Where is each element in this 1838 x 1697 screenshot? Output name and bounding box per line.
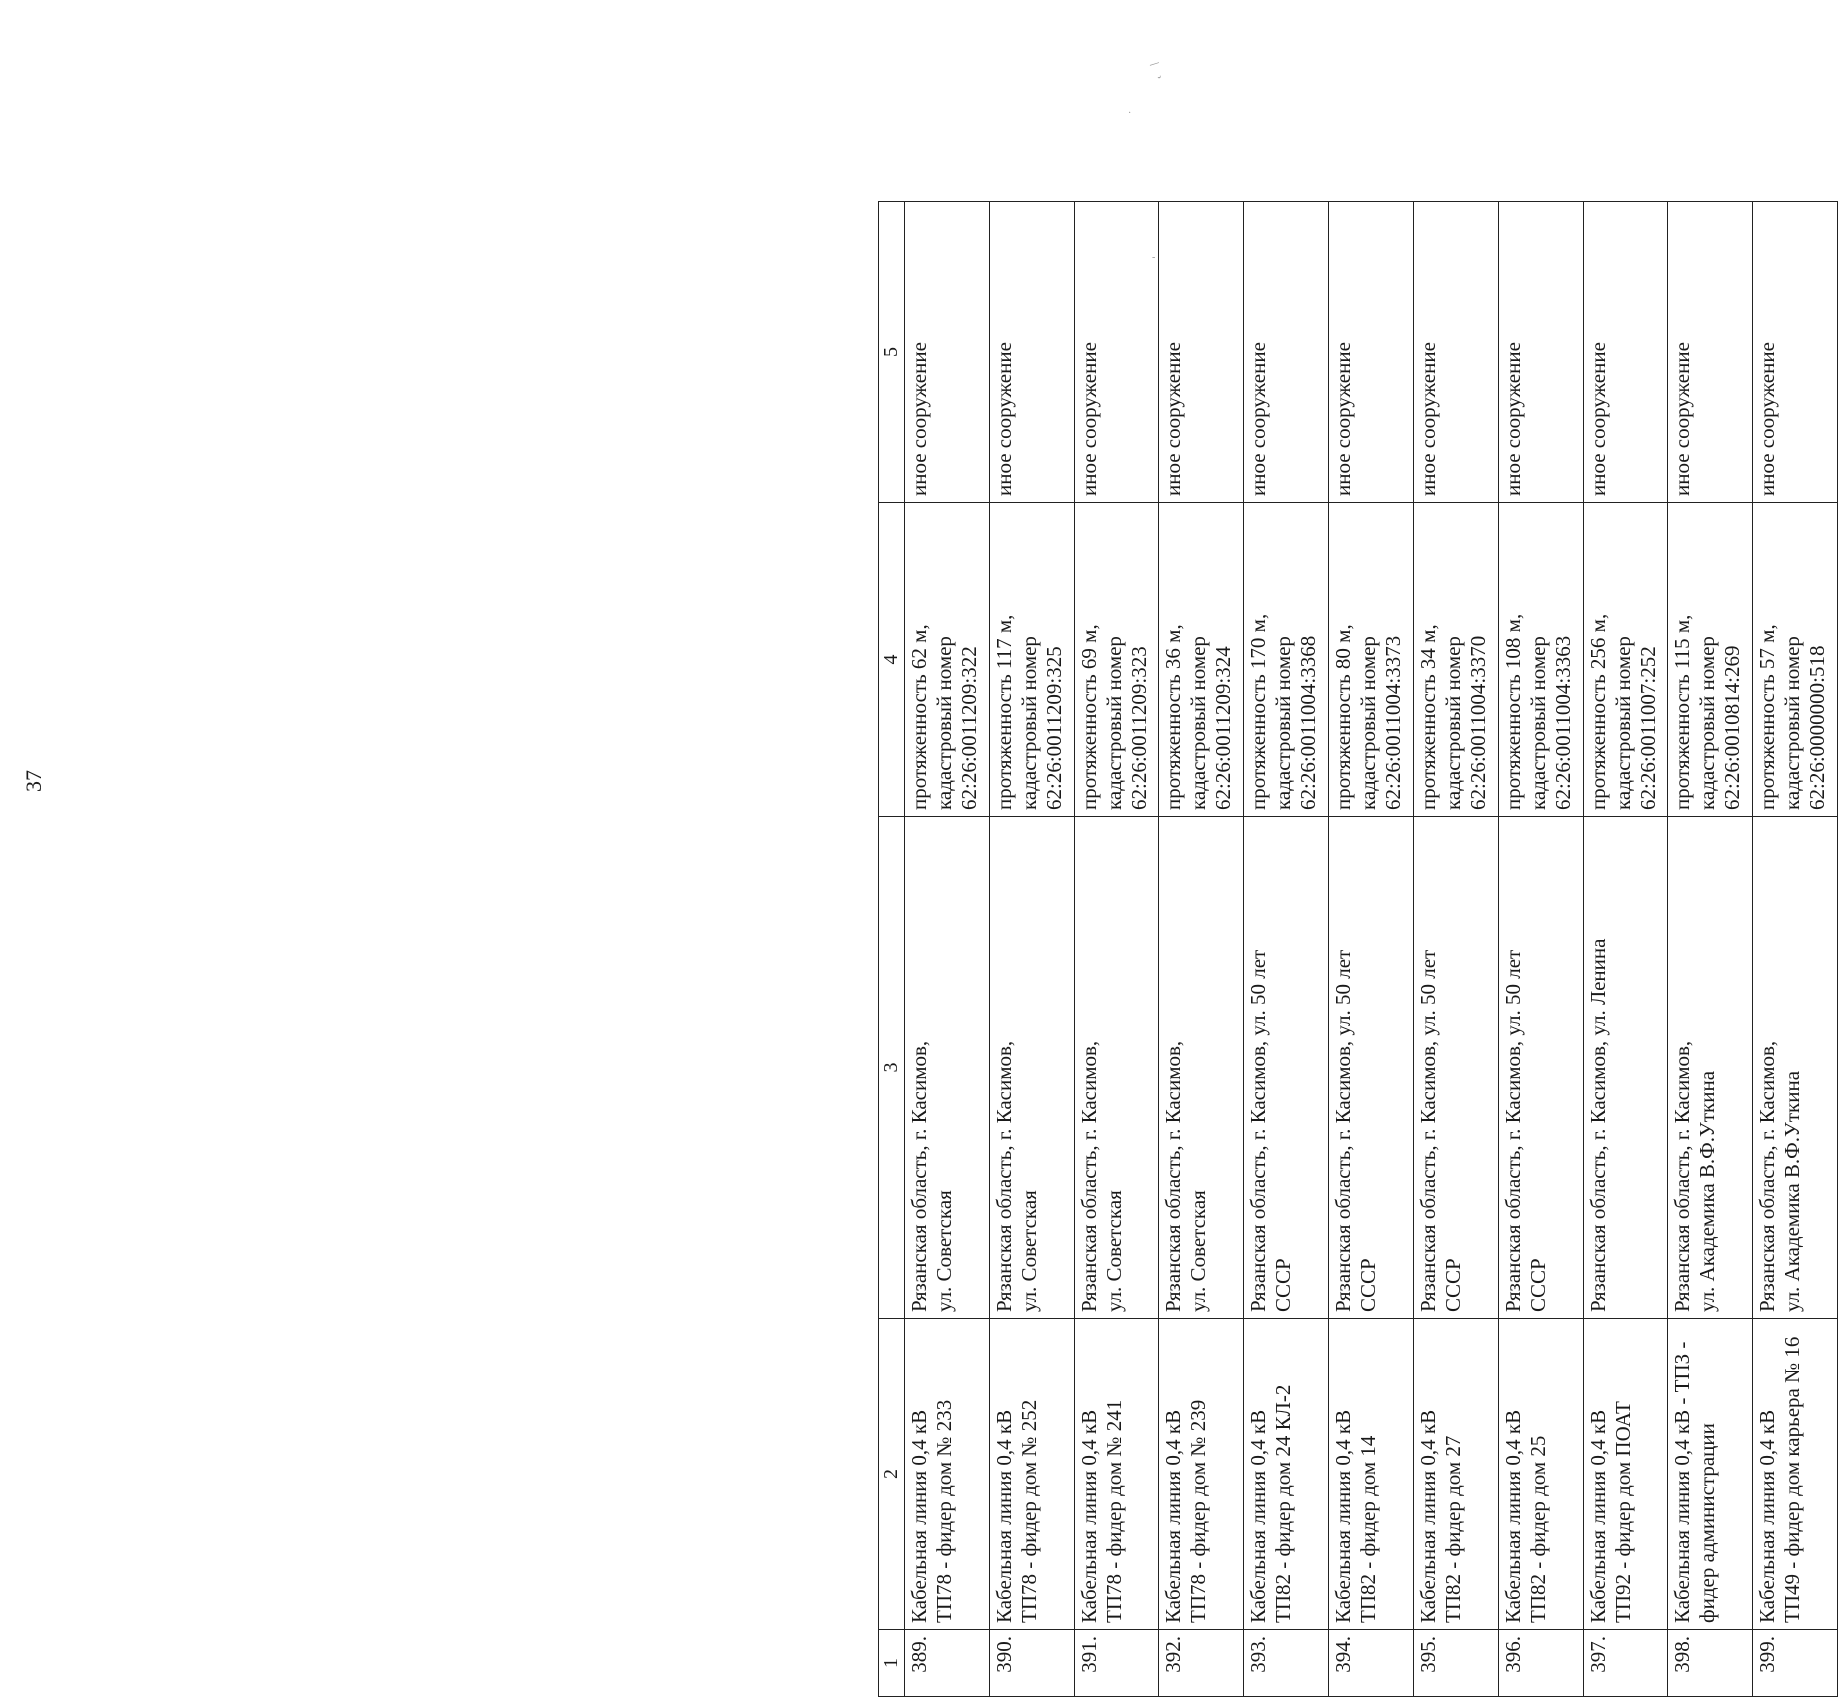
table-row <box>1498 202 1583 1697</box>
table-row <box>1329 202 1414 1697</box>
object-name-cell <box>1668 1319 1753 1630</box>
characteristics-line: кадастровый номер <box>1186 636 1211 810</box>
row-number: 395. <box>1413 1630 1498 1697</box>
object-name-cell <box>1498 1319 1583 1630</box>
address-line: Рязанская область, г. Касимов, <box>1161 1040 1186 1312</box>
object-name-line: ТП78 - фидер дом № 252 <box>1016 1399 1041 1623</box>
table-row <box>989 202 1074 1697</box>
characteristics-cell <box>1329 503 1414 817</box>
object-type-cell: иное сооружение <box>1668 202 1753 503</box>
characteristics-line: кадастровый номер <box>1695 636 1720 810</box>
address-cell <box>1413 817 1498 1319</box>
address-line: ул. Советская <box>1101 1190 1126 1312</box>
characteristics-line: 62:26:0011004:3363 <box>1550 635 1575 810</box>
address-line: ул. Академика В.Ф.Уткина <box>1780 1070 1805 1312</box>
scan-artifact: · <box>1128 108 1132 119</box>
address-cell <box>905 817 990 1319</box>
object-name-cell <box>1413 1319 1498 1630</box>
characteristics-cell <box>989 503 1074 817</box>
address-line: ул. Советская <box>1016 1190 1041 1312</box>
row-number: 392. <box>1159 1630 1244 1697</box>
characteristics-cell <box>905 503 990 817</box>
object-name-cell <box>1329 1319 1414 1630</box>
address-line: ул. Академика В.Ф.Уткина <box>1695 1070 1720 1312</box>
address-cell <box>1244 817 1329 1319</box>
object-name-line: Кабельная линия 0,4 кВ <box>1755 1409 1780 1623</box>
object-name-cell <box>1583 1319 1668 1630</box>
row-number: 396. <box>1498 1630 1583 1697</box>
object-name-cell <box>989 1319 1074 1630</box>
address-line: Рязанская область, г. Касимов, <box>1670 1040 1695 1312</box>
header-col-2: 2 <box>879 1319 905 1630</box>
row-number: 394. <box>1329 1630 1414 1697</box>
object-name-cell <box>1753 1319 1838 1630</box>
table-row <box>1583 202 1668 1697</box>
address-line: Рязанская область, г. Касимов, <box>1755 1040 1780 1312</box>
table-row <box>1668 202 1753 1697</box>
object-name-line: ТП78 - фидер дом № 241 <box>1101 1399 1126 1623</box>
characteristics-cell <box>1583 503 1668 817</box>
address-line: Рязанская область, г. Касимов, ул. 50 лет <box>1331 949 1356 1312</box>
header-col-1: 1 <box>879 1630 905 1697</box>
address-line: Рязанская область, г. Касимов, ул. 50 лет <box>1246 949 1271 1312</box>
characteristics-line: 62:26:0011209:322 <box>957 646 981 810</box>
row-number: 399. <box>1753 1630 1838 1697</box>
address-line: Рязанская область, г. Касимов, <box>907 1040 931 1312</box>
object-name-line: фидер администрации <box>1695 1423 1720 1623</box>
object-name-line: Кабельная линия 0,4 кВ <box>991 1409 1016 1623</box>
characteristics-line: 62:26:0011007:252 <box>1635 646 1660 810</box>
scan-artifact: ˛ ﹨ <box>1147 56 1163 80</box>
address-line: Рязанская область, г. Касимов, ул. 50 лет <box>1500 949 1525 1312</box>
address-cell <box>989 817 1074 1319</box>
object-name-line: ТП82 - фидер дом 14 <box>1356 1435 1381 1623</box>
scan-artifact: - <box>1152 252 1156 263</box>
object-type-cell: иное сооружение <box>1753 202 1838 503</box>
object-type-cell: иное сооружение <box>1159 202 1244 503</box>
characteristics-line: кадастровый номер <box>1016 636 1041 810</box>
characteristics-line: протяженность 57 м, <box>1755 624 1780 810</box>
object-name-line: ТП82 - фидер дом 27 <box>1440 1435 1465 1623</box>
object-name-line: Кабельная линия 0,4 кВ <box>1246 1409 1271 1623</box>
table-header-row <box>879 202 905 1697</box>
row-number: 391. <box>1074 1630 1159 1697</box>
characteristics-line: протяженность 36 м, <box>1161 624 1186 810</box>
address-cell <box>1498 817 1583 1319</box>
object-name-line: Кабельная линия 0,4 кВ <box>1415 1409 1440 1623</box>
characteristics-cell <box>1413 503 1498 817</box>
address-line: Рязанская область, г. Касимов, ул. Ленина <box>1585 938 1610 1312</box>
characteristics-line: протяженность 34 м, <box>1415 624 1440 810</box>
address-cell <box>1159 817 1244 1319</box>
characteristics-cell <box>1753 503 1838 817</box>
characteristics-line: 62:26:0011004:3373 <box>1381 635 1406 810</box>
characteristics-line: протяженность 69 м, <box>1076 624 1101 810</box>
characteristics-line: протяженность 62 м, <box>907 624 931 810</box>
header-col-3: 3 <box>879 817 905 1319</box>
object-name-line: ТП82 - фидер дом 24 КЛ-2 <box>1271 1384 1296 1623</box>
characteristics-line: кадастровый номер <box>1780 636 1805 810</box>
address-line: ул. Советская <box>1186 1190 1211 1312</box>
object-name-cell <box>1244 1319 1329 1630</box>
header-col-4: 4 <box>879 503 905 817</box>
object-name-line: ТП78 - фидер дом № 239 <box>1186 1399 1211 1623</box>
characteristics-line: кадастровый номер <box>1101 636 1126 810</box>
object-type-cell: иное сооружение <box>1074 202 1159 503</box>
table-row <box>1159 202 1244 1697</box>
table-row <box>1753 202 1838 1697</box>
object-name-line: ТП49 - фидер дом карьера № 16 <box>1780 1336 1805 1623</box>
characteristics-line: протяженность 170 м, <box>1246 613 1271 810</box>
row-number: 398. <box>1668 1630 1753 1697</box>
table-row <box>1074 202 1159 1697</box>
address-cell <box>1753 817 1838 1319</box>
characteristics-line: 62:26:0011209:325 <box>1041 646 1066 810</box>
row-number: 393. <box>1244 1630 1329 1697</box>
characteristics-line: 62:26:0010814:269 <box>1720 645 1745 810</box>
address-cell <box>1583 817 1668 1319</box>
object-type-cell: иное сооружение <box>1413 202 1498 503</box>
characteristics-line: 62:26:0011209:324 <box>1211 646 1236 810</box>
object-type-cell: иное сооружение <box>1244 202 1329 503</box>
characteristics-line: 62:26:0011004:3368 <box>1296 635 1321 810</box>
characteristics-line: кадастровый номер <box>1440 636 1465 810</box>
characteristics-line: кадастровый номер <box>1356 636 1381 810</box>
address-line: ул. Советская <box>932 1190 956 1312</box>
characteristics-cell <box>1498 503 1583 817</box>
address-line: СССР <box>1440 1258 1465 1312</box>
object-name-line: Кабельная линия 0,4 кВ <box>1500 1409 1525 1623</box>
object-name-cell <box>1159 1319 1244 1630</box>
characteristics-line: 62:26:0000000:518 <box>1805 645 1830 810</box>
object-name-line: Кабельная линия 0,4 кВ - ТПЗ - <box>1670 1341 1695 1623</box>
address-line: Рязанская область, г. Касимов, ул. 50 лет <box>1415 949 1440 1312</box>
address-line: СССР <box>1356 1258 1381 1312</box>
address-line: СССР <box>1271 1258 1296 1312</box>
object-name-line: Кабельная линия 0,4 кВ <box>1585 1409 1610 1623</box>
object-name-line: Кабельная линия 0,4 кВ <box>1161 1409 1186 1623</box>
object-name-cell <box>1074 1319 1159 1630</box>
address-line: Рязанская область, г. Касимов, <box>991 1040 1016 1312</box>
row-number: 397. <box>1583 1630 1668 1697</box>
object-type-cell: иное сооружение <box>1583 202 1668 503</box>
header-col-5: 5 <box>879 202 905 503</box>
table-row <box>1413 202 1498 1697</box>
address-cell <box>1668 817 1753 1319</box>
object-name-line: ТП78 - фидер дом № 233 <box>932 1399 956 1623</box>
object-type-cell: иное сооружение <box>1498 202 1583 503</box>
characteristics-line: 62:26:0011209:323 <box>1126 646 1151 810</box>
characteristics-line: кадастровый номер <box>1610 636 1635 810</box>
registry-table <box>878 201 1838 1697</box>
object-name-line: ТП92 - фидер дом ПОАТ <box>1610 1401 1635 1623</box>
characteristics-cell <box>1159 503 1244 817</box>
address-line: СССР <box>1525 1258 1550 1312</box>
characteristics-cell <box>1668 503 1753 817</box>
address-line: Рязанская область, г. Касимов, <box>1076 1040 1101 1312</box>
object-type-cell: иное сооружение <box>989 202 1074 503</box>
address-cell <box>1074 817 1159 1319</box>
characteristics-line: протяженность 108 м, <box>1500 613 1525 810</box>
characteristics-cell <box>1074 503 1159 817</box>
characteristics-line: протяженность 115 м, <box>1670 614 1695 810</box>
object-type-cell: иное сооружение <box>905 202 990 503</box>
table-row <box>1244 202 1329 1697</box>
object-name-line: Кабельная линия 0,4 кВ <box>1331 1409 1356 1623</box>
characteristics-line: протяженность 80 м, <box>1331 624 1356 810</box>
table-row <box>905 202 990 1697</box>
address-cell <box>1329 817 1414 1319</box>
object-name-line: Кабельная линия 0,4 кВ <box>907 1409 931 1623</box>
characteristics-line: кадастровый номер <box>932 636 956 810</box>
characteristics-cell <box>1244 503 1329 817</box>
object-name-cell <box>905 1319 990 1630</box>
row-number: 390. <box>989 1630 1074 1697</box>
page-number: 37 <box>21 770 46 792</box>
characteristics-line: 62:26:0011004:3370 <box>1465 635 1490 810</box>
object-name-line: Кабельная линия 0,4 кВ <box>1076 1409 1101 1623</box>
characteristics-line: кадастровый номер <box>1525 636 1550 810</box>
characteristics-line: протяженность 117 м, <box>991 614 1016 810</box>
characteristics-line: протяженность 256 м, <box>1585 613 1610 810</box>
object-name-line: ТП82 - фидер дом 25 <box>1525 1435 1550 1623</box>
object-type-cell: иное сооружение <box>1329 202 1414 503</box>
row-number: 389. <box>905 1630 990 1697</box>
characteristics-line: кадастровый номер <box>1271 636 1296 810</box>
registry-table-wrapper <box>878 247 1838 1697</box>
